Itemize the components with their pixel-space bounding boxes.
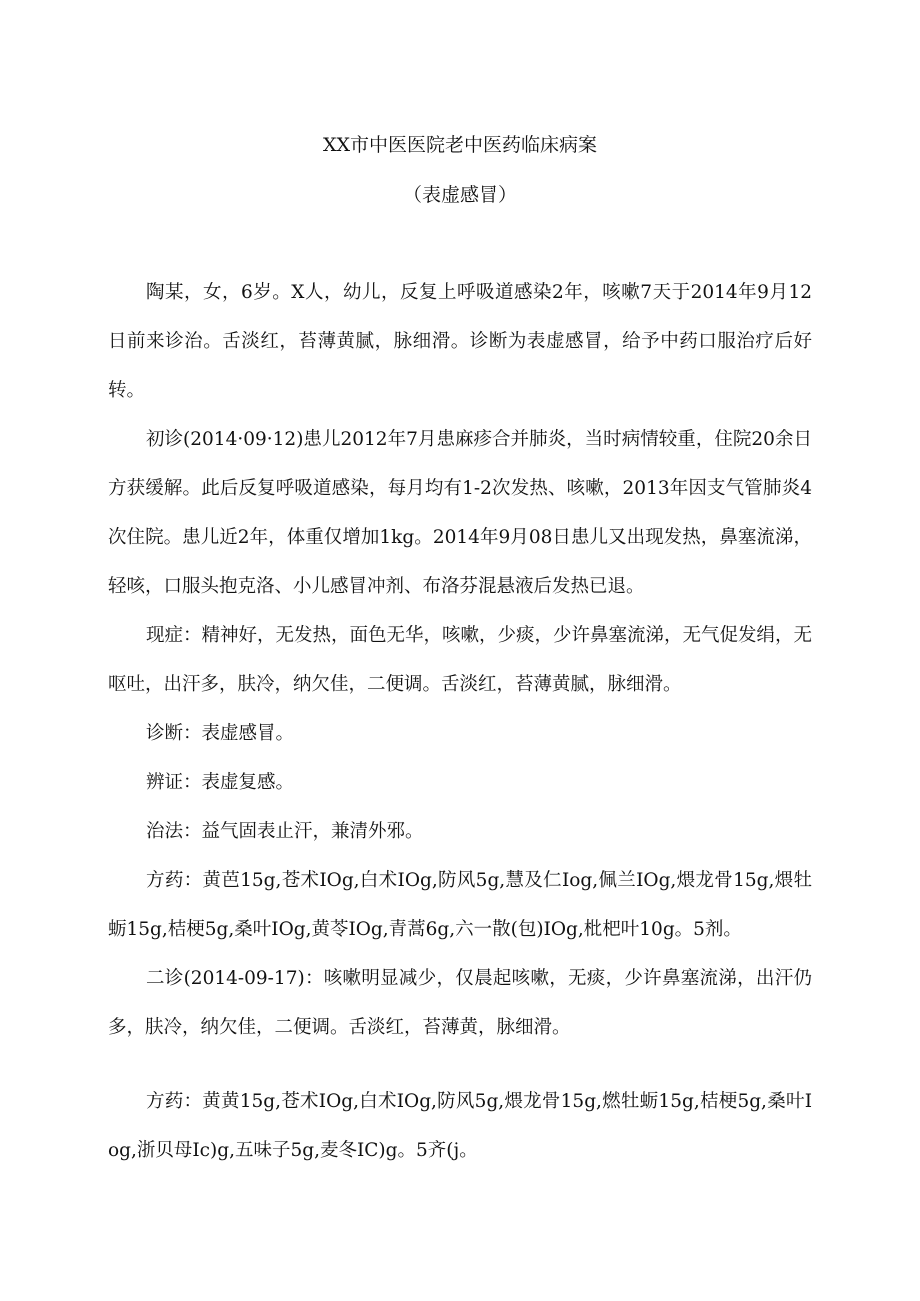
paragraph-prescription-second: 方药：黄黄15g,苍术IOg,白术IOg,防风5g,煨龙骨15g,燃牡蛎15g,桔梗5g,桑叶Iog,浙贝母Ic)g,五味子5g,麦冬IC)g。5齐(j。	[108, 1091, 812, 1161]
paragraph-gap	[108, 1052, 812, 1077]
paragraph-current-symptoms: 现症：精神好，无发热，面色无华，咳嗽，少痰，少许鼻塞流涕，无气促发绢，无呕吐，出汗多，肤冷，纳欠佳，二便调。舌淡红，苔薄黄腻，脉细滑。	[108, 625, 813, 695]
document-subtitle: （表虚感冒）	[402, 184, 517, 206]
paragraph-patient-summary: 陶某，女，6岁。X人，幼儿，反复上呼吸道感染2年，咳嗽7天于2014年9月12日前来诊治。舌淡红，苔薄黄腻，脉细滑。诊断为表虚感冒，给予中药口服治疗后好转。	[108, 282, 812, 401]
paragraph-first-visit: 初诊(2014·09·12)患儿2012年7月患麻疹合并肺炎，当时病情较重，住院20余日方获缓解。此后反复呼吸道感染，每月均有1-2次发热、咳嗽，2013年因支气管肺炎4次住院。患儿近2年，体重仅增加1kg。2014年9月08日患儿又出现发热，鼻塞流涕，轻咳，口服头抱克洛、小儿感冒冲剂、布洛芬混悬液后发热已退。	[108, 429, 812, 597]
document-title: XX市中医医院老中医药临床病案	[322, 134, 598, 156]
paragraph-treatment-method: 治法：益气固表止汗，兼清外邪。	[146, 821, 424, 842]
document-body	[108, 268, 812, 1175]
paragraph-prescription-first: 方药：黄芭15g,苍术IOg,白术IOg,防风5g,慧及仁Iog,佩兰IOg,煨龙骨15g,煨牡蛎15g,桔梗5g,桑叶IOg,黄苓IOg,青蒿6g,六一散(包)IOg,枇杷叶10g。5剂。	[108, 870, 812, 940]
paragraph-second-visit: 二诊(2014-09-17)：咳嗽明显减少，仅晨起咳嗽，无痰，少许鼻塞流涕，出汗仍多，肤冷，纳欠佳，二便调。舌淡红，苔薄黄，脉细滑。	[108, 968, 812, 1038]
paragraph-diagnosis: 诊断：表虚感冒。	[146, 723, 295, 744]
paragraph-syndrome: 辨证：表虚复感。	[146, 772, 295, 793]
